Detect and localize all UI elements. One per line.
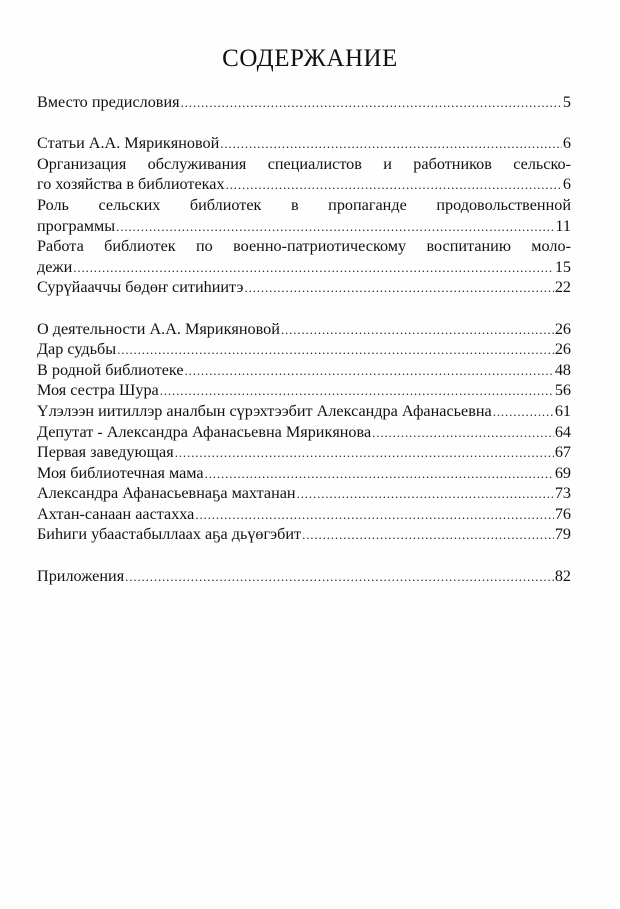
section-gap [37,298,571,319]
toc-entry-label: Үлэлээн иитиллэр аналбын сүрэхтээбит Александра Афанасьевна [37,401,492,420]
dot-leader [226,174,562,196]
dot-leader [245,277,554,299]
table-of-contents [37,92,571,586]
toc-page-number: 22 [554,278,571,297]
toc-page-number: 76 [554,504,571,523]
toc-entry-first-line: Роль сельских библиотек в пропаганде продовольственной [37,195,571,214]
dot-leader [181,92,562,114]
toc-entry-label: Моя сестра Шура [37,381,159,400]
dot-leader [205,463,554,485]
toc-page-number: 61 [554,401,571,420]
toc-entry-label: дежи [37,257,73,276]
toc-entry [37,257,571,278]
toc-entry [37,92,571,113]
dot-leader [281,319,554,341]
dot-leader [185,360,554,382]
dot-leader [297,483,554,505]
toc-page-number: 26 [554,319,571,338]
toc-page-number: 15 [554,257,571,276]
toc-entry [37,133,571,154]
section-gap [37,545,571,566]
section-gap [37,113,571,134]
toc-entry-label: Статьи А.А. Мярикяновой [37,134,220,153]
toc-entry-label: Александра Афанасьевнаҕа махтанан [37,484,296,503]
toc-page-number: 26 [554,340,571,359]
toc-entry-label: го хозяйства в библиотеках [37,175,225,194]
toc-entry [37,216,571,237]
toc-entry [37,442,571,463]
toc-page-number: 73 [554,484,571,503]
toc-entry [37,463,571,484]
toc-entry-label: Биһиги убаастабыллаах аҕа дьүөгэбит [37,525,302,544]
dot-leader [302,524,554,546]
toc-page-number: 67 [554,443,571,462]
toc-entry [37,277,571,298]
toc-page-number: 82 [554,566,571,585]
dot-leader [160,380,554,402]
toc-entry-label: Моя библиотечная мама [37,463,204,482]
toc-page-number: 56 [554,381,571,400]
toc-page-number: 5 [562,93,571,111]
toc-entry-first-line: Работа библиотек по военно-патриотическому воспитанию моло- [37,237,571,256]
dot-leader [175,442,554,464]
dot-leader [195,504,553,526]
toc-entry [37,339,571,360]
toc-entry-label: Дар судьбы [37,340,117,359]
toc-entry-label: Приложения [37,566,125,585]
toc-entry-first-line: Организация обслуживания специалистов и работников сельско- [37,154,571,173]
toc-entry [37,483,571,504]
toc-page-number: 48 [554,360,571,379]
toc-entry-label: Сурүйааччы бөдөҥ ситиһиитэ [37,278,244,297]
toc-entry [37,401,571,422]
toc-entry [37,422,571,443]
dot-leader [372,422,554,444]
toc-entry [37,524,571,545]
toc-page-number: 69 [554,463,571,482]
dot-leader [116,216,554,238]
toc-entry [37,319,571,340]
page-title: СОДЕРЖАНИЕ [222,45,398,72]
toc-page-number: 64 [554,422,571,441]
toc-entry-label: Первая заведующая [37,443,174,462]
toc-page-number: 79 [554,525,571,544]
dot-leader [73,257,554,279]
toc-entry [37,566,571,587]
dot-leader [125,566,554,588]
toc-entry-label: О деятельности А.А. Мярикяновой [37,319,280,338]
toc-page-number: 6 [562,175,571,194]
dot-leader [117,339,554,361]
toc-entry [37,360,571,381]
toc-page-number: 11 [555,216,571,235]
toc-entry-label: Депутат - Александра Афанасьевна Мярикянова [37,422,372,441]
dot-leader [493,401,554,423]
toc-entry [37,380,571,401]
toc-page-number: 6 [562,134,571,153]
dot-leader [220,133,562,155]
toc-entry-label: программы [37,216,116,235]
toc-entry-label: В родной библиотеке [37,360,184,379]
toc-entry-label: Ахтан-санаан аастахха [37,504,195,523]
toc-entry [37,504,571,525]
toc-entry-label: Вместо предисловия [37,93,180,111]
toc-entry [37,174,571,195]
